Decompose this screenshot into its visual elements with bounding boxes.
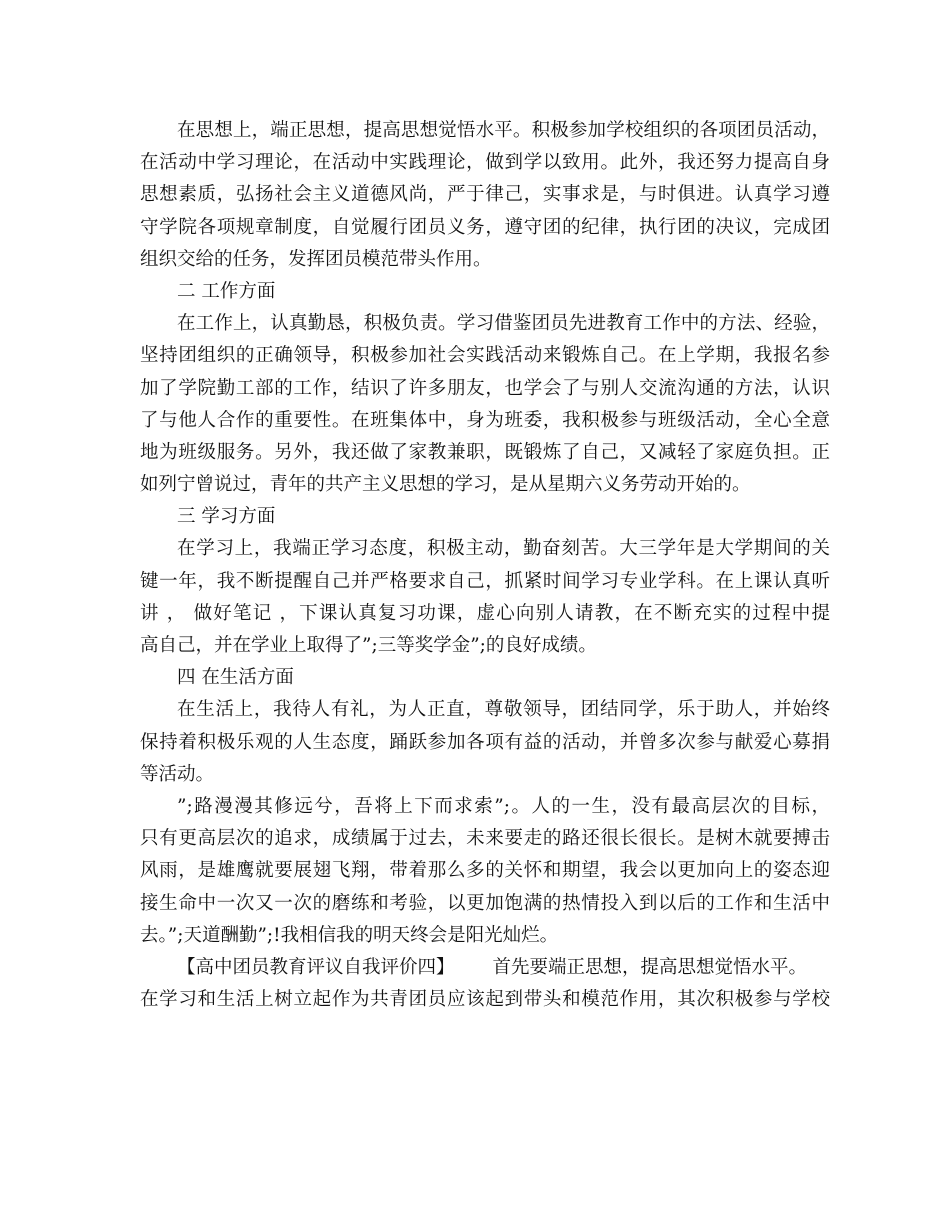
text-line: 去。”;天道酬勤”;!我相信我的明天终会是阳光灿烂。 bbox=[140, 924, 559, 946]
text-line: 在生活上，我待人有礼，为人正直，尊敬领导，团结同学，乐于助人，并始终 bbox=[177, 699, 830, 721]
text-line: 高自己，并在学业上取得了”;三等奖学金”;的良好成绩。 bbox=[140, 635, 597, 656]
evaluation-first-text: 首先要端正思想，提高思想觉悟水平。 bbox=[492, 956, 808, 978]
paragraph-conclusion bbox=[140, 791, 830, 952]
section-heading-life: 四 在生活方面 bbox=[177, 667, 294, 689]
text-line: 在思想上，端正思想，提高思想觉悟水平。积极参加学校组织的各项团员活动， bbox=[177, 120, 830, 141]
text-line: 讲 ， 做好笔记 ，下课认真复习功课，虚心向别人请教，在不断充实的过程中提 bbox=[140, 602, 830, 624]
section-heading-study: 三 学习方面 bbox=[177, 506, 276, 528]
paragraph-thought bbox=[140, 115, 830, 276]
text-line: 风雨，是雄鹰就要展翅飞翔，带着那么多的关怀和期望，我会以更加向上的姿态迎 bbox=[140, 860, 830, 882]
text-line: 在学习和生活上树立起作为共青团员应该起到带头和模范作用，其次积极参与学校 bbox=[140, 989, 830, 1011]
paragraph-study bbox=[140, 533, 830, 662]
section-heading-work: 二 工作方面 bbox=[177, 280, 276, 302]
text-line: 如列宁曾说过，青年的共产主义思想的学习，是从星期六义务劳动开始的。 bbox=[140, 474, 751, 496]
document-page bbox=[140, 115, 830, 1016]
text-line: ”;路漫漫其修远兮，吾将上下而求索”;。人的一生，没有最高层次的目标， bbox=[177, 795, 830, 817]
paragraph-evaluation-four bbox=[140, 952, 830, 1016]
text-line: 键一年，我不断提醒自己并严格要求自己，抓紧时间学习专业学科。在上课认真听 bbox=[140, 570, 830, 592]
text-line: 在学习上，我端正学习态度，积极主动，勤奋刻苦。大三学年是大学期间的关 bbox=[177, 538, 830, 560]
paragraph-life bbox=[140, 694, 830, 791]
text-line: 组织交给的任务，发挥团员模范带头作用。 bbox=[140, 248, 492, 270]
text-line: 保持着积极乐观的人生态度，踊跃参加各项有益的活动，并曾多次参与献爱心募捐 bbox=[140, 731, 830, 753]
text-line: 坚持团组织的正确领导，积极参加社会实践活动来锻炼自己。在上学期，我报名参 bbox=[140, 345, 830, 367]
text-line: 守学院各项规章制度，自觉履行团员义务，遵守团的纪律，执行团的决议，完成团 bbox=[140, 216, 830, 238]
text-line: 在活动中学习理论，在活动中实践理论，做到学以致用。此外，我还努力提高自身 bbox=[140, 152, 830, 174]
text-line: 等活动。 bbox=[140, 763, 215, 785]
text-line: 加了学院勤工部的工作，结识了许多朋友，也学会了与别人交流沟通的方法，认识 bbox=[140, 377, 830, 399]
paragraph-work bbox=[140, 308, 830, 501]
evaluation-title: 【高中团员教育评议自我评价四】 bbox=[177, 956, 455, 978]
text-line: 了与他人合作的重要性。在班集体中，身为班委，我积极参与班级活动，全心全意 bbox=[140, 409, 830, 431]
text-line bbox=[140, 952, 830, 984]
text-line: 思想素质，弘扬社会主义道德风尚，严于律己，实事求是，与时俱进。认真学习遵 bbox=[140, 184, 830, 206]
text-line: 在工作上，认真勤恳，积极负责。学习借鉴团员先进教育工作中的方法、经验， bbox=[177, 313, 830, 335]
text-line: 只有更高层次的追求，成绩属于过去，未来要走的路还很长很长。是树木就要搏击 bbox=[140, 828, 830, 850]
text-line: 地为班级服务。另外，我还做了家教兼职，既锻炼了自己，又减轻了家庭负担。正 bbox=[140, 441, 830, 463]
text-line: 接生命中一次又一次的磨练和考验，以更加饱满的热情投入到以后的工作和生活中 bbox=[140, 892, 830, 914]
